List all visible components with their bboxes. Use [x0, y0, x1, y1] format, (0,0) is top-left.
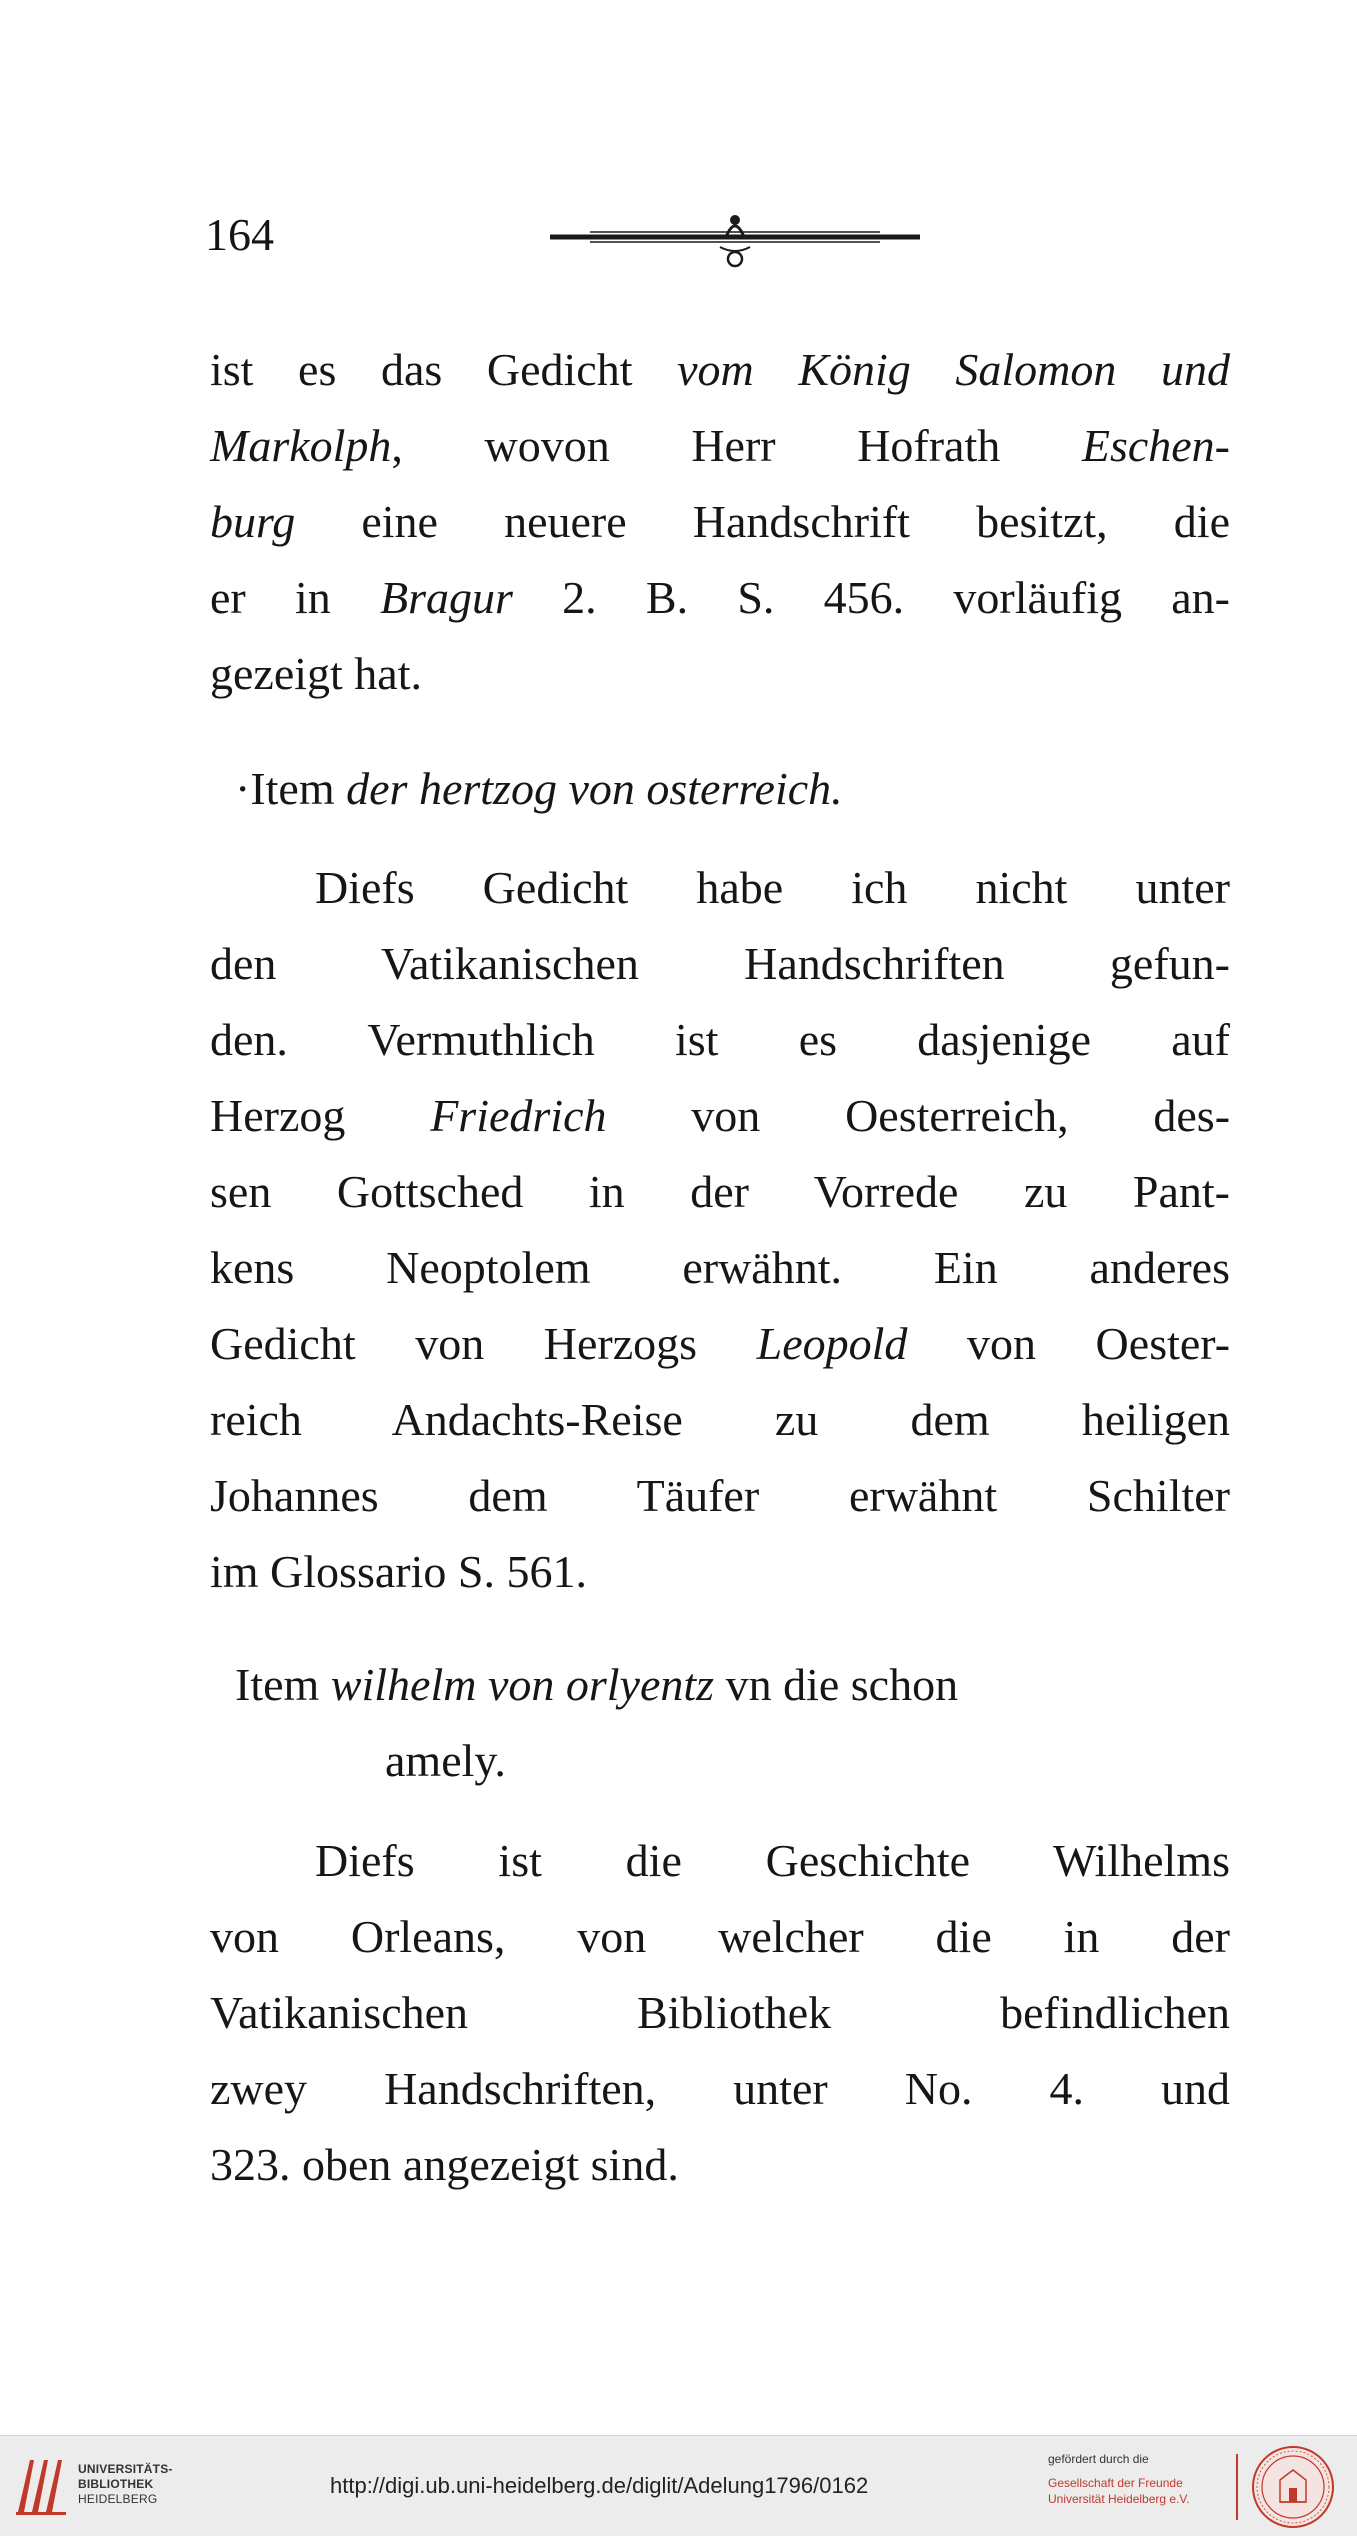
text-segment: gezeigt hat. — [210, 648, 423, 699]
italic-text-segment: vom König Salomon und — [677, 344, 1230, 395]
text-line — [235, 751, 1255, 827]
paragraph-salomon — [210, 332, 1230, 712]
italic-text-segment: Eschen- — [1081, 420, 1230, 471]
italic-text-segment: wilhelm von orlyentz — [330, 1659, 715, 1710]
library-city: HEIDELBERG — [78, 2492, 158, 2506]
text-line — [210, 1899, 1230, 1975]
text-line — [210, 926, 1230, 1002]
text-line — [235, 1723, 1255, 1799]
text-line — [210, 408, 1230, 484]
paragraph-wilhelm-von-orleans — [210, 1823, 1230, 2203]
item-hertzog-von-osterreich — [235, 751, 1255, 827]
text-segment: ·Item — [235, 763, 347, 814]
text-line — [210, 1002, 1230, 1078]
text-line — [210, 560, 1230, 636]
italic-text-segment: Leopold — [756, 1318, 908, 1369]
text-segment: amely. — [385, 1735, 506, 1786]
text-line — [210, 1078, 1230, 1154]
text-segment: er in — [210, 572, 381, 623]
text-line — [210, 1975, 1230, 2051]
text-segment: von Orleans, von welcher die in der — [210, 1911, 1230, 1962]
university-library-logo-icon — [12, 2452, 72, 2518]
viewer-footer — [0, 2435, 1357, 2536]
text-segment: sen Gottsched in der Vorrede zu Pant- — [210, 1166, 1230, 1217]
text-segment: vn die schon — [714, 1659, 959, 1710]
text-segment: Johannes dem Täufer erwähnt Schilter — [210, 1470, 1230, 1521]
library-name — [78, 2462, 173, 2507]
text-segment: Herzog — [210, 1090, 431, 1141]
text-segment: von Oesterreich, des- — [606, 1090, 1231, 1141]
text-segment: den Vatikanischen Handschriften gefun- — [210, 938, 1230, 989]
text-segment: von Oester- — [907, 1318, 1231, 1369]
text-segment: den. Vermuthlich ist es dasjenige auf — [210, 1014, 1230, 1065]
text-line — [210, 850, 1230, 926]
text-segment: ist es das Gedicht — [210, 344, 678, 395]
text-line — [210, 636, 1230, 712]
text-line — [210, 1534, 1230, 1610]
sponsor-divider — [1236, 2454, 1238, 2520]
text-segment: Diefs ist die Geschichte Wilhelms — [315, 1835, 1230, 1886]
text-segment: Item — [235, 1659, 331, 1710]
sponsor-org-line2: Universität Heidelberg e.V. — [1048, 2492, 1190, 2506]
italic-text-segment: Markolph — [210, 420, 392, 471]
university-seal-icon — [1250, 2444, 1336, 2530]
text-line — [235, 1647, 1255, 1723]
text-line — [210, 1154, 1230, 1230]
text-segment: im Glossario S. 561. — [210, 1546, 587, 1597]
text-segment: reich Andachts-Reise zu dem heiligen — [210, 1394, 1230, 1445]
text-segment: 2. B. S. 456. vorläufig an- — [512, 572, 1231, 623]
paragraph-herzog-friedrich — [210, 850, 1230, 1610]
text-line — [210, 1230, 1230, 1306]
text-line — [210, 1306, 1230, 1382]
text-segment: eine neuere Handschrift besitzt, die — [295, 496, 1230, 547]
sponsor-credit — [1048, 2451, 1228, 2507]
text-line — [210, 1823, 1230, 1899]
ornament-rule-icon — [550, 207, 920, 277]
text-line — [210, 484, 1230, 560]
library-name-line2: BIBLIOTHEK — [78, 2477, 154, 2491]
page-number: 164 — [205, 209, 274, 260]
text-line — [210, 1382, 1230, 1458]
text-segment: Vatikanischen Bibliothek befindlichen — [210, 1987, 1230, 2038]
sponsor-label: gefördert durch die — [1048, 2452, 1149, 2466]
text-segment: Gedicht von Herzogs — [210, 1318, 757, 1369]
italic-text-segment: Bragur — [380, 572, 513, 623]
text-segment: zwey Handschriften, unter No. 4. und — [210, 2063, 1230, 2114]
item-wilhelm-von-orlyentz — [235, 1647, 1255, 1799]
text-segment: Diefs Gedicht habe ich nicht unter — [315, 862, 1230, 913]
italic-text-segment: burg — [210, 496, 296, 547]
italic-text-segment: der hertzog von osterreich. — [346, 763, 843, 814]
italic-text-segment: Friedrich — [430, 1090, 607, 1141]
text-line — [210, 332, 1230, 408]
text-line — [210, 2127, 1230, 2203]
sponsor-org-line1: Gesellschaft der Freunde — [1048, 2476, 1183, 2490]
text-segment: , wovon Herr Hofrath — [391, 420, 1082, 471]
text-line — [210, 1458, 1230, 1534]
text-line — [210, 2051, 1230, 2127]
text-segment: 323. oben angezeigt sind. — [210, 2139, 679, 2190]
page-header — [205, 205, 1145, 275]
text-segment: kens Neoptolem erwähnt. Ein anderes — [210, 1242, 1230, 1293]
library-name-line1: UNIVERSITÄTS- — [78, 2462, 173, 2476]
permalink-url[interactable]: http://digi.ub.uni-heidelberg.de/diglit/Adelung1796/0162 — [330, 2473, 869, 2498]
